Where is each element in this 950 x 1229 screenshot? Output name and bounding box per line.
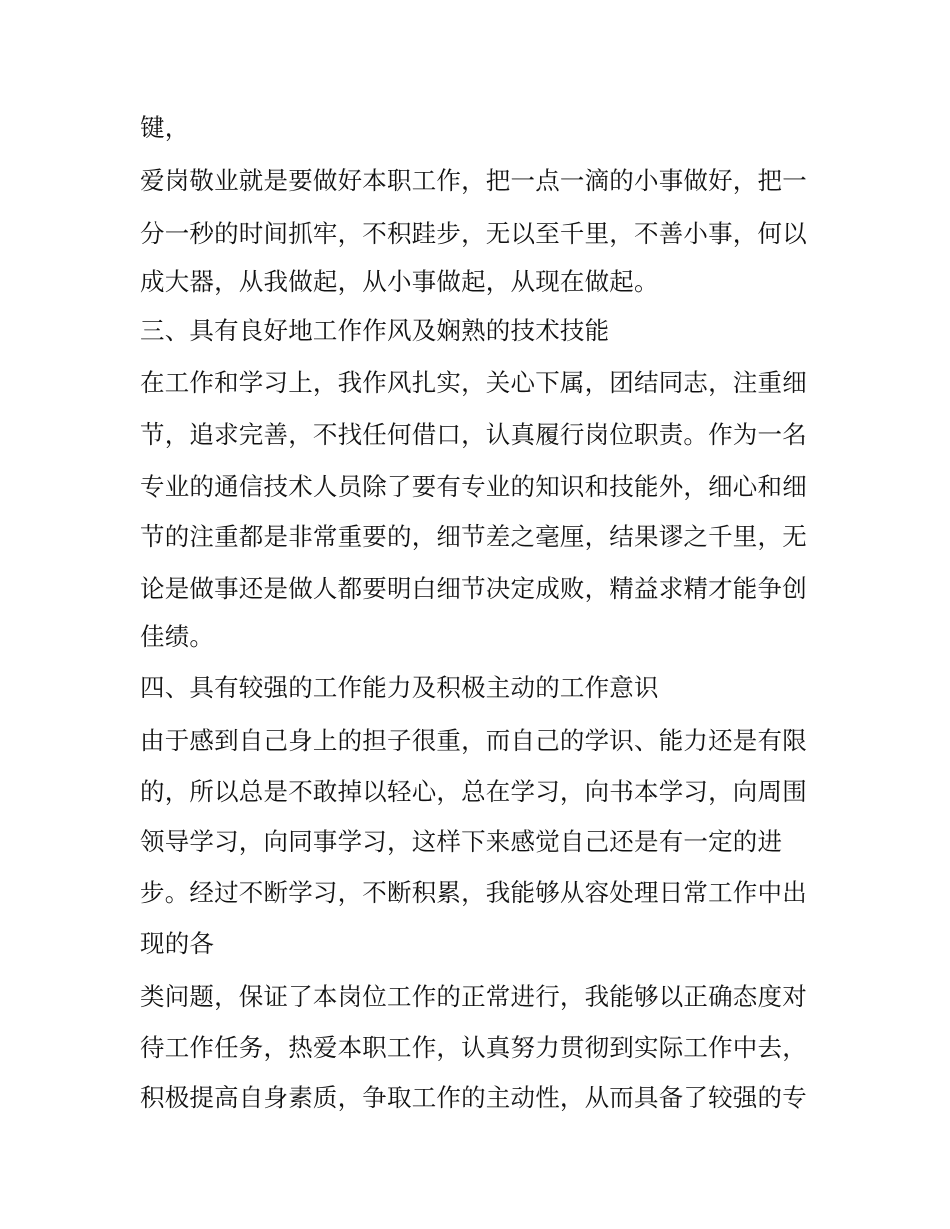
paragraph-line: 佳绩。: [140, 622, 215, 651]
paragraph-line: 待工作任务，热爱本职工作，认真努力贯彻到实际工作中去，: [140, 1033, 807, 1062]
paragraph-line: 步。经过不断学习，不断积累，我能够从容处理日常工作中出: [140, 878, 807, 907]
paragraph-line: 成大器，从我做起，从小事做起，从现在做起。: [140, 267, 659, 296]
section-heading: 三、具有良好地工作作风及娴熟的技术技能: [140, 316, 610, 345]
paragraph-line: 专业的通信技术人员除了要有专业的知识和技能外，细心和细: [140, 472, 807, 501]
paragraph-line: 节，追求完善，不找任何借口，认真履行岗位职责。作为一名: [140, 420, 807, 449]
paragraph-line: 积极提高自身素质，争取工作的主动性，从而具备了较强的专: [140, 1083, 807, 1112]
paragraph-line: 现的各: [140, 929, 215, 958]
paragraph-line: 领导学习，向同事学习，这样下来感觉自己还是有一定的进: [140, 827, 783, 856]
paragraph-line: 节的注重都是非常重要的，细节差之毫厘，结果谬之千里，无: [140, 522, 807, 551]
paragraph-line: 分一秒的时间抓牢，不积跬步，无以至千里，不善小事，何以: [140, 219, 807, 248]
paragraph-line: 类问题，保证了本岗位工作的正常进行，我能够以正确态度对: [140, 982, 807, 1011]
paragraph-line: 论是做事还是做人都要明白细节决定成败，精益求精才能争创: [140, 574, 807, 603]
paragraph-line: 在工作和学习上，我作风扎实，关心下属，团结同志，注重细: [140, 368, 807, 397]
text-line: 键，: [140, 113, 190, 142]
paragraph-line: 的，所以总是不敢掉以轻心，总在学习，向书本学习，向周围: [140, 777, 807, 806]
paragraph-line: 由于感到自己身上的担子很重，而自己的学识、能力还是有限: [140, 726, 807, 755]
section-heading: 四、具有较强的工作能力及积极主动的工作意识: [140, 673, 659, 702]
paragraph-line: 爱岗敬业就是要做好本职工作，把一点一滴的小事做好，把一: [140, 166, 807, 195]
